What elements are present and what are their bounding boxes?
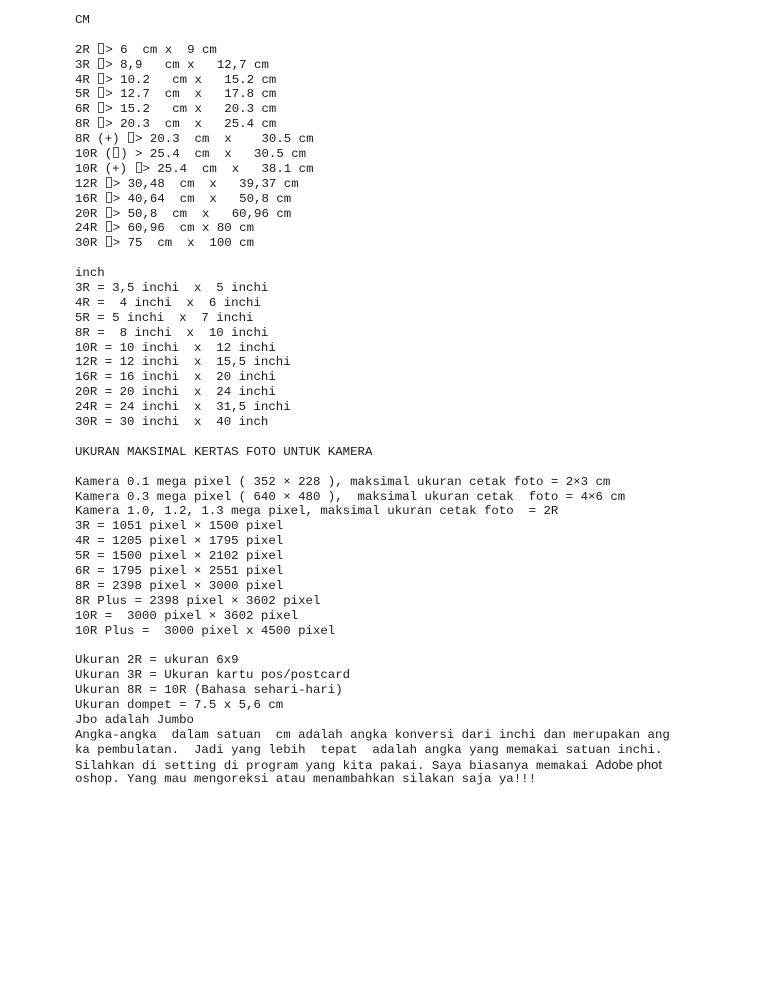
size-code: 20R [75, 206, 105, 221]
missing-glyph-icon [98, 73, 104, 84]
size-code: 12R [75, 176, 105, 191]
inch-row: 20R = 20 inchi x 24 inchi [75, 385, 276, 400]
cm-row [75, 58, 715, 73]
cm-row [75, 236, 715, 251]
cm-row [75, 162, 715, 177]
size-code: 24R [75, 221, 105, 236]
cm-row [75, 207, 715, 222]
pixel-row: 6R = 1795 pixel × 2551 pixel [75, 563, 284, 578]
size-value: > 50,8 cm x 60,96 cm [112, 206, 292, 221]
pixel-row: 10R = 3000 pixel × 3602 pixel [75, 608, 299, 623]
missing-glyph-icon [128, 132, 134, 143]
size-value: > 12.7 cm x 17.8 cm [105, 87, 277, 102]
document-page [75, 13, 715, 787]
cm-row [75, 147, 715, 162]
kamera-list [75, 475, 715, 639]
missing-glyph-icon [98, 117, 104, 128]
inch-row: 12R = 12 inchi x 15,5 inchi [75, 355, 291, 370]
inch-row: 10R = 10 inchi x 12 inchi [75, 340, 276, 355]
kamera-row: Kamera 0.1 mega pixel ( 352 × 228 ), maksimal ukuran cetak foto = 2×3 cm [75, 474, 611, 489]
inch-row: 3R = 3,5 inchi x 5 inchi [75, 281, 269, 296]
inch-row: 8R = 8 inchi x 10 inchi [75, 325, 269, 340]
missing-glyph-icon [98, 102, 104, 113]
size-code: 30R [75, 236, 105, 251]
size-code: 5R [75, 87, 98, 102]
size-value: > 10.2 cm x 15.2 cm [105, 72, 277, 87]
missing-glyph-icon [136, 162, 142, 173]
note-row: Ukuran 2R = ukuran 6x9 [75, 653, 239, 668]
note-row: Jbo adalah Jumbo [75, 712, 194, 727]
size-code: 8R [75, 117, 98, 132]
size-value: > 40,64 cm x 50,8 cm [112, 191, 292, 206]
inch-row: 4R = 4 inchi x 6 inchi [75, 295, 261, 310]
size-value: > 15.2 cm x 20.3 cm [105, 102, 277, 117]
note-paragraph-line: ka pembulatan. Jadi yang lebih tepat adalah angka yang memakai satuan inchi. [75, 742, 663, 757]
cm-row [75, 117, 715, 132]
section-title-kamera: UKURAN MAKSIMAL KERTAS FOTO UNTUK KAMERA [75, 444, 373, 459]
cm-row [75, 87, 715, 102]
missing-glyph-icon [98, 87, 104, 98]
spacer [75, 460, 715, 475]
missing-glyph-icon [98, 58, 104, 69]
pixel-row: 10R Plus = 3000 pixel x 4500 pixel [75, 623, 336, 638]
notes-list [75, 653, 715, 787]
section-title-cm: CM [75, 13, 90, 27]
kamera-row: Kamera 1.0, 1.2, 1.3 mega pixel, maksimal ukuran cetak foto = 2R [75, 504, 559, 519]
missing-glyph-icon [106, 177, 112, 188]
size-value: > 30,48 cm x 39,37 cm [112, 176, 299, 191]
size-value: > 25.4 cm x 38.1 cm [142, 161, 314, 176]
cm-row [75, 132, 715, 147]
pixel-row: 4R = 1205 pixel × 1795 pixel [75, 534, 284, 549]
pixel-row: 3R = 1051 pixel × 1500 pixel [75, 519, 284, 534]
missing-glyph-icon [106, 207, 112, 218]
pixel-row: 5R = 1500 pixel × 2102 pixel [75, 549, 284, 564]
missing-glyph-icon [98, 43, 104, 54]
note-paragraph-line [75, 758, 715, 773]
inch-row: 30R = 30 inchi x 40 inch [75, 415, 269, 430]
cm-row [75, 177, 715, 192]
inch-row: 24R = 24 inchi x 31,5 inchi [75, 400, 291, 415]
note-text-prop: Adobe phot [595, 756, 663, 772]
pixel-row: 8R = 2398 pixel × 3000 pixel [75, 578, 284, 593]
size-code: 4R [75, 72, 98, 87]
cm-row [75, 102, 715, 117]
spacer [75, 638, 715, 653]
size-value: > 8,9 cm x 12,7 cm [105, 57, 269, 72]
section-title-inch: inch [75, 266, 105, 281]
cm-row [75, 221, 715, 236]
note-row: Ukuran dompet = 7.5 x 5,6 cm [75, 697, 284, 712]
note-paragraph-line: Angka-angka dalam satuan cm adalah angka konversi dari inchi dan merupakan ang [75, 727, 670, 742]
kamera-row: Kamera 0.3 mega pixel ( 640 × 480 ), maksimal ukuran cetak foto = 4×6 cm [75, 489, 626, 504]
spacer [75, 430, 715, 445]
size-code: 6R [75, 102, 98, 117]
missing-glyph-icon [113, 147, 119, 158]
inch-row: 16R = 16 inchi x 20 inchi [75, 370, 276, 385]
missing-glyph-icon [106, 221, 112, 232]
size-value: > 20.3 cm x 25.4 cm [105, 117, 277, 132]
size-value: > 60,96 cm x 80 cm [112, 221, 255, 236]
missing-glyph-icon [106, 236, 112, 247]
spacer [75, 28, 715, 43]
size-value: > 20.3 cm x 30.5 cm [135, 132, 314, 147]
size-value: ) > 25.4 cm x 30.5 cm [120, 147, 307, 162]
size-code: 10R (+) [75, 161, 135, 176]
note-paragraph-line: oshop. Yang mau mengoreksi atau menambahkan silakan saja ya!!! [75, 772, 537, 787]
size-code: 8R (+) [75, 132, 128, 147]
note-text-mono: Silahkan di setting di program yang kita pakai. Saya biasanya memakai [75, 758, 596, 773]
cm-row [75, 73, 715, 88]
note-row: Ukuran 3R = Ukuran kartu pos/postcard [75, 668, 351, 683]
inch-row: 5R = 5 inchi x 7 inchi [75, 310, 254, 325]
cm-size-list [75, 43, 715, 251]
size-code: 3R [75, 57, 98, 72]
size-value: > 6 cm x 9 cm [105, 42, 217, 57]
size-code: 10R ( [75, 147, 113, 162]
size-code: 16R [75, 191, 105, 206]
cm-row [75, 192, 715, 207]
note-row: Ukuran 8R = 10R (Bahasa sehari-hari) [75, 683, 343, 698]
missing-glyph-icon [106, 192, 112, 203]
cm-row [75, 43, 715, 58]
size-value: > 75 cm x 100 cm [112, 236, 255, 251]
spacer [75, 251, 715, 266]
inch-size-list [75, 281, 715, 430]
size-code: 2R [75, 42, 98, 57]
pixel-row: 8R Plus = 2398 pixel × 3602 pixel [75, 593, 321, 608]
